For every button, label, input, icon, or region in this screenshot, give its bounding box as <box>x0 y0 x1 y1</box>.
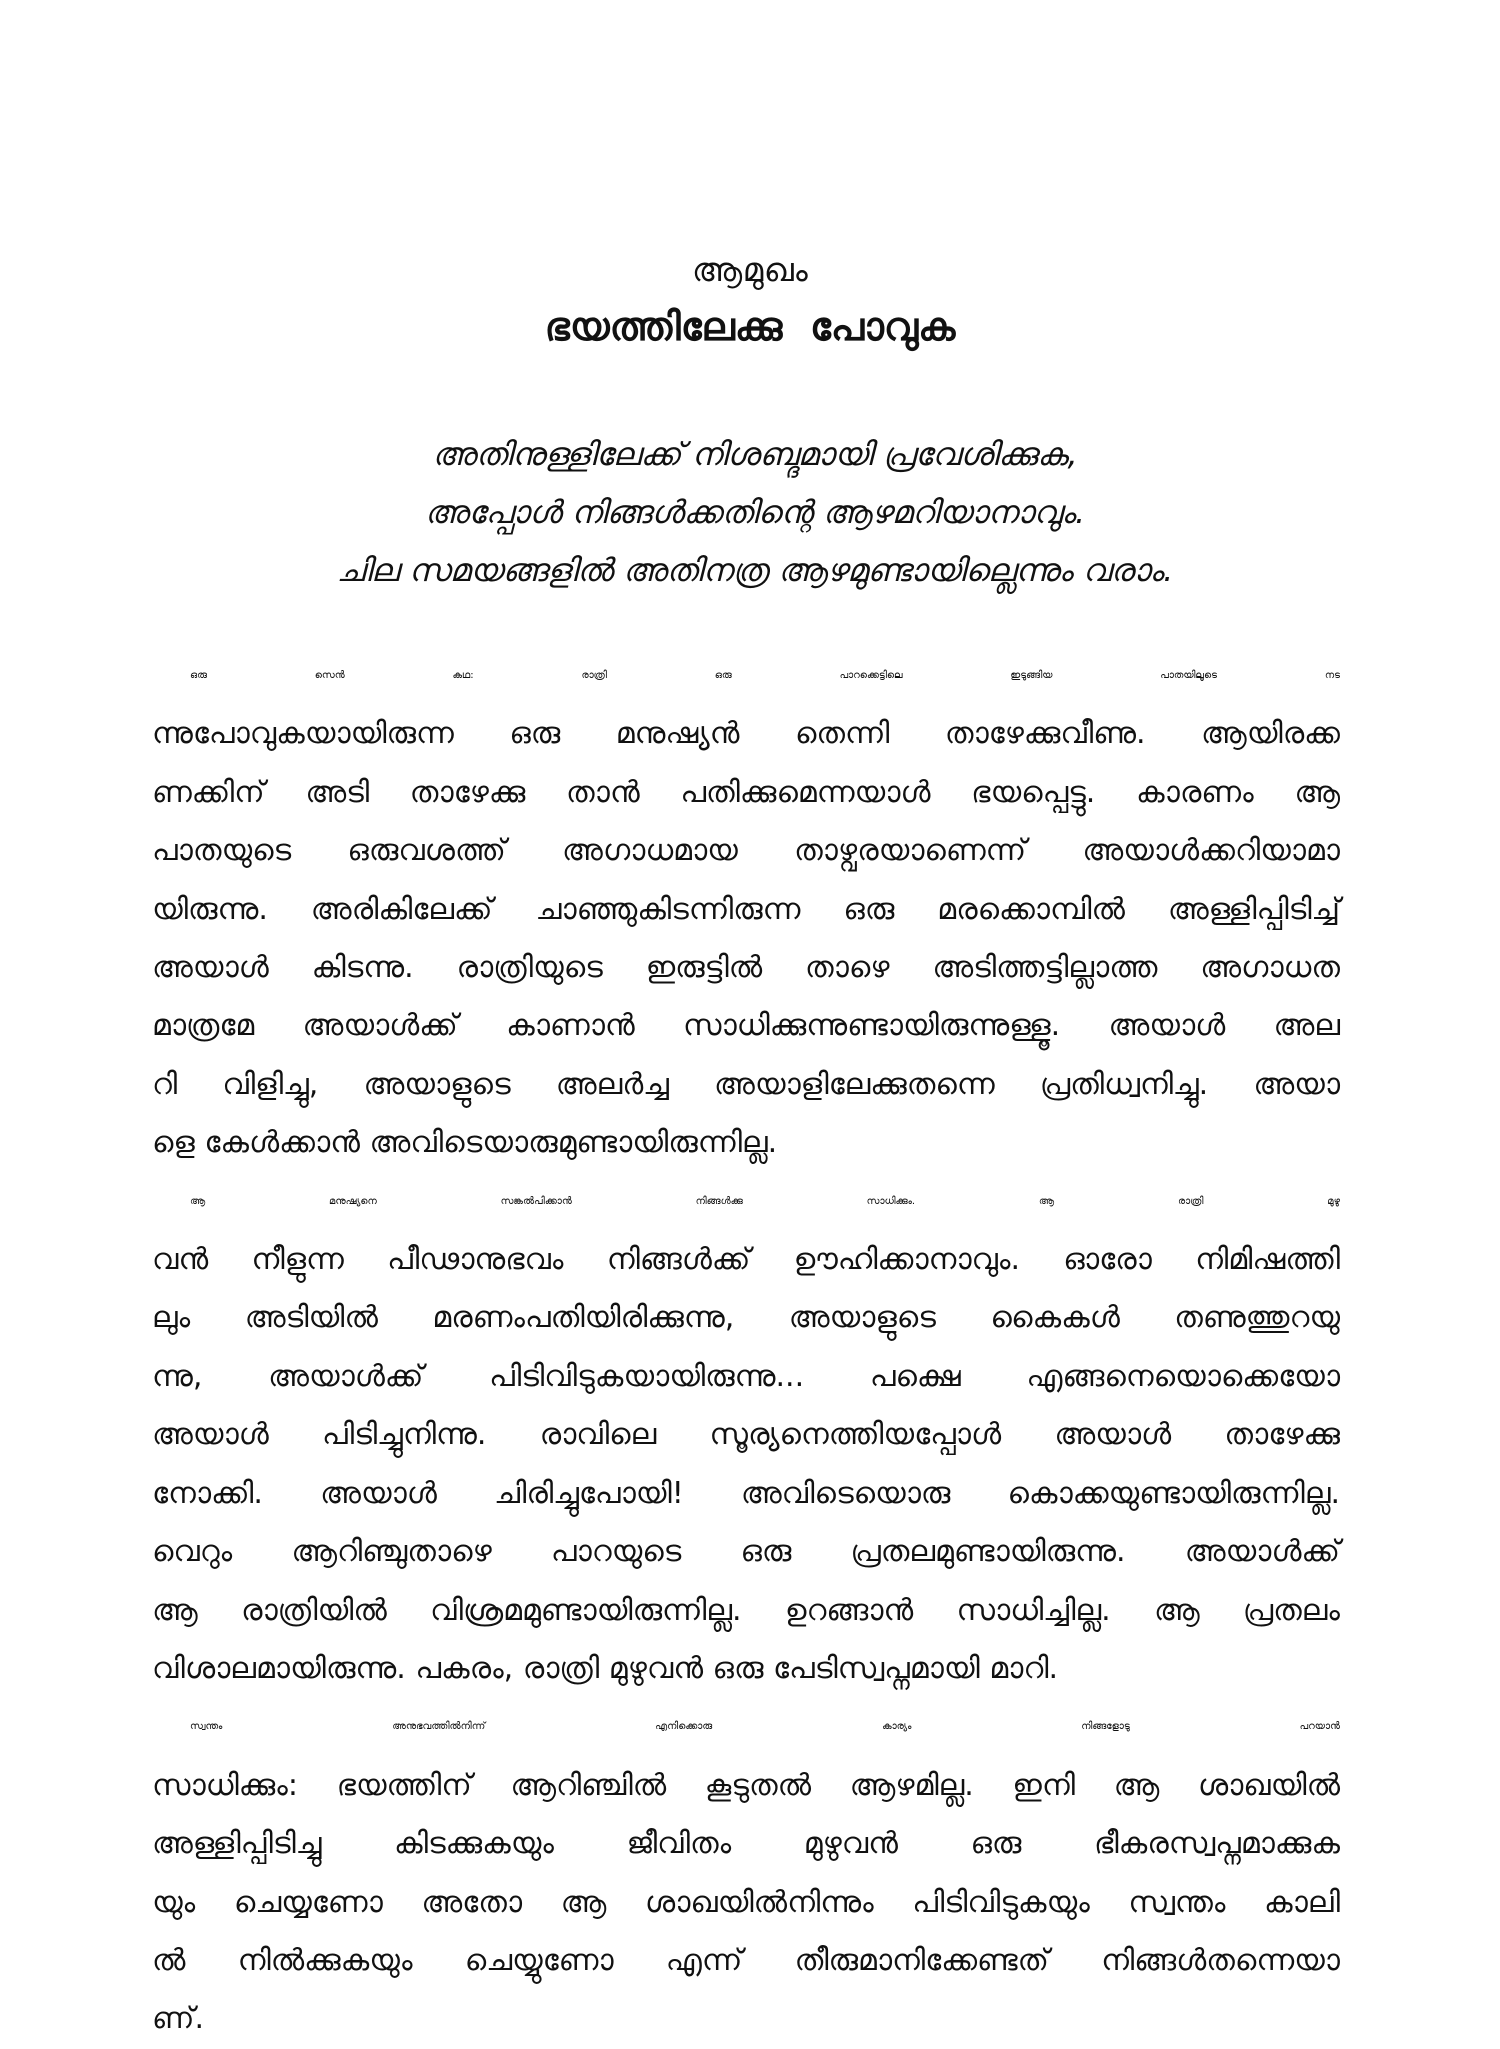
text-line: അയാൾ പിടിച്ചുനിന്നു. രാവിലെ സൂര്യനെത്തിയപ്പോൾ അയാൾ താഴേക്കു <box>152 1417 1340 1453</box>
paragraph-1 <box>152 647 1340 1173</box>
text-line: യും ചെയ്യണോ അതോ ആ ശാഖയിൽനിന്നും പിടിവിടുകയും സ്വന്തം കാലി <box>152 1884 1340 1920</box>
text-line: യിരുന്നു. അരികിലേക്ക് ചാഞ്ഞുകിടന്നിരുന്ന ഒരു മരക്കൊമ്പിൽ അള്ളിപ്പിടിച്ച് <box>152 891 1340 927</box>
text-line: ണക്കിന് അടി താഴേക്കു താൻ പതിക്കുമെന്നയാൾ ഭയപ്പെട്ടു. കാരണം ആ <box>152 774 1340 810</box>
text-line: അയാൾ കിടന്നു. രാത്രിയുടെ ഇരുട്ടിൽ താഴെ അടിത്തട്ടില്ലാത്ത അഗാധത <box>152 950 1340 986</box>
section-kicker: ആമുഖം <box>691 250 809 289</box>
text-line: മാത്രമേ അയാൾക്ക് കാണാൻ സാധിക്കുന്നുണ്ടായിരുന്നുള്ളൂ. അയാൾ അല <box>152 1008 1340 1044</box>
text-line: നോക്കി. അയാൾ ചിരിച്ചുപോയി! അവിടെയൊരു കൊക്കയുണ്ടായിരുന്നില്ല. <box>152 1475 1340 1511</box>
body-text <box>152 647 1340 2049</box>
text-line: ലും അടിയിൽ മരണംപതിയിരിക്കുന്നു, അയാളുടെ കൈകൾ തണുത്തുറയു <box>152 1300 1340 1336</box>
paragraph-2 <box>152 1173 1340 1699</box>
text-line: അള്ളിപ്പിടിച്ചു കിടക്കുകയും ജീവിതം മുഴുവൻ ഒരു ഭീകരസ്വപ്നമാക്കുക <box>152 1826 1340 1862</box>
text-line: റി വിളിച്ചു, അയാളുടെ അലർച്ച അയാളിലേക്കുതന്നെ പ്രതിധ്വനിച്ചു. അയാ <box>152 1066 1340 1102</box>
epigraph-line: അപ്പോൾ നിങ്ങൾക്കതിന്റെ ആഴമറിയാനാവും. <box>424 493 1086 531</box>
text-line: ഒരു സെൻ കഥ: രാത്രി ഒരു പാറക്കെട്ടിലെ ഇടുങ്ങിയ പാതയിലൂടെ നട <box>190 670 1340 681</box>
text-line: ആ മനുഷ്യനെ സങ്കൽപിക്കാൻ നിങ്ങൾക്കു സാധിക്കും. ആ രാത്രി മുഴു <box>190 1195 1340 1207</box>
text-line: ആ രാത്രിയിൽ വിശ്രമമുണ്ടായിരുന്നില്ല. ഉറങ്ങാൻ സാധിച്ചില്ല. ആ പ്രതലം <box>152 1592 1340 1628</box>
text-line: ന്നുപോവുകയായിരുന്ന ഒരു മനുഷ്യൻ തെന്നി താഴേക്കുവീണു. ആയിരക്ക <box>152 716 1340 752</box>
text-line: ളെ കേൾക്കാൻ അവിടെയാരുമുണ്ടായിരുന്നില്ല. <box>152 1125 778 1161</box>
text-line: ൽ നിൽക്കുകയും ചെയ്യുണോ എന്ന് തീരുമാനിക്കേണ്ടത് നിങ്ങൾതന്നെയാ <box>152 1942 1340 1978</box>
chapter-title: ഭയത്തിലേക്കു പോവുക <box>544 305 956 350</box>
text-line: വെറും ആറിഞ്ചുതാഴെ പാറയുടെ ഒരു പ്രതലമുണ്ടായിരുന്നു. അയാൾക്ക് <box>152 1534 1340 1570</box>
text-line: വൻ നീളുന്ന പീഢാനുഭവം നിങ്ങൾക്ക് ഊഹിക്കാനാവും. ഓരോ നിമിഷത്തി <box>152 1242 1340 1278</box>
text-line: പാതയുടെ ഒരുവശത്ത് അഗാധമായ താഴ്വരയാണെന്ന് അയാൾക്കറിയാമാ <box>152 833 1340 869</box>
epigraph-line: അതിനുള്ളിലേക്ക് നിശബ്ദമായി പ്രവേശിക്കുക, <box>432 435 1078 473</box>
text-line: വിശാലമായിരുന്നു. പകരം, രാത്രി മുഴുവൻ ഒരു പേടിസ്വപ്നമായി മാറി. <box>152 1650 1059 1686</box>
text-line: സാധിക്കും: ഭയത്തിന് ആറിഞ്ചിൽ കൂടുതൽ ആഴമില്ല. ഇനി ആ ശാഖയിൽ <box>152 1767 1340 1803</box>
epigraph-line: ചില സമയങ്ങളിൽ അതിനത്ര ആഴമുണ്ടായില്ലെന്നും വരാം. <box>336 551 1174 589</box>
paragraph-3 <box>152 1698 1340 2048</box>
text-line: ണ്. <box>152 2001 205 2037</box>
epigraph <box>180 425 1330 599</box>
text-line: സ്വന്തം അനുഭവത്തിൽനിന്ന് എനിക്കൊരു കാര്യം നിങ്ങളോടു പറയാൻ <box>190 1721 1340 1733</box>
text-line: ന്നു, അയാൾക്ക് പിടിവിടുകയായിരുന്നു... പക്ഷെ എങ്ങനെയൊക്കെയോ <box>152 1358 1340 1394</box>
